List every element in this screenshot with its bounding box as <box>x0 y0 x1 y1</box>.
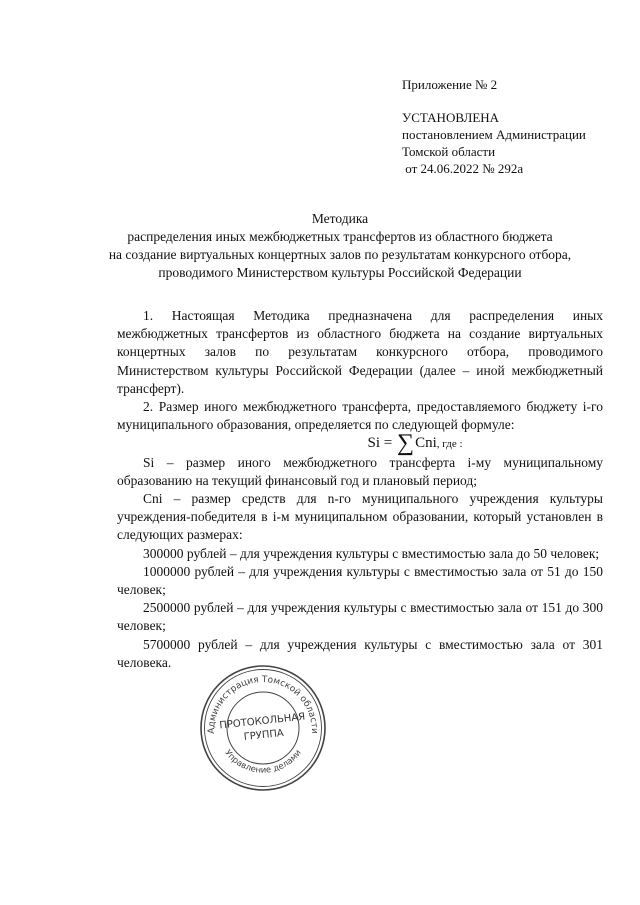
sigma-symbol: ∑ <box>396 430 415 457</box>
amount-item-1: 300000 рублей – для учреждения культуры с вместимостью зала до 50 человек; <box>143 545 600 561</box>
title-line-3: на создание виртуальных концертных залов по результатам конкурсного отбора, <box>108 247 572 262</box>
paragraph-2: 2. Размер иного межбюджетного трансферта, предоставляемого бюджету i-го муниципального образования, определяется по следующей формуле: <box>117 399 603 433</box>
formula-right: Cni <box>415 435 437 452</box>
approved-label: УСТАНОВЛЕНА <box>402 110 500 125</box>
stamp-outer-top: Администрация Томской области <box>206 674 320 734</box>
approval-block <box>402 76 632 177</box>
formula-where: , где : <box>436 438 463 451</box>
formula-left: Si = <box>367 435 393 452</box>
paragraph-si: Si – размер иного межбюджетного трансферта i-му муниципальному образованию на текущий финансовый год и плановый период; <box>117 454 603 488</box>
annex-label: Приложение № 2 <box>402 77 498 92</box>
formula <box>117 430 603 457</box>
approval-line-1: постановлением Администрации <box>402 127 586 142</box>
stamp-outer-bottom: Управление делами <box>222 748 304 776</box>
document-title <box>90 210 590 282</box>
title-line-1: Методика <box>311 211 369 226</box>
title-line-4: проводимого Министерством культуры Российской Федерации <box>158 265 522 280</box>
paragraph-cni: Cni – размер средств для n-го муниципального учреждения культуры учреждения-победителя в i-м муниципальном образовании, который установлен в следующих размерах: <box>117 491 603 543</box>
approval-line-2: Томской области <box>402 144 496 159</box>
paragraph-1: 1. Настоящая Методика предназначена для распределения иных межбюджетных трансфертов из областного бюджета на создание виртуальных концертных залов по результатам конкурсного отбора, проводимого Министерством культуры Российской Федерации (далее – иной межбюджетный трансферт). <box>117 308 603 396</box>
amount-item-3: 2500000 рублей – для учреждения культуры с вместимостью зала от 151 до 300 человек; <box>117 600 603 634</box>
approval-line-3: от 24.06.2022 № 292а <box>402 161 524 176</box>
document-body <box>117 307 603 672</box>
stamp-center-line-1: ПРОТОКОЛЬНАЯ <box>218 711 306 732</box>
title-line-2: распределения иных межбюджетных трансфертов из областного бюджета <box>127 229 553 244</box>
amount-item-2: 1000000 рублей – для учреждения культуры с вместимостью зала от 51 до 150 человек; <box>117 563 603 598</box>
official-stamp <box>198 663 328 793</box>
stamp-center-line-2: ГРУППА <box>243 727 285 744</box>
amount-item-4: 5700000 рублей – для учреждения культуры с вместимостью зала от 301 человека. <box>117 636 603 670</box>
